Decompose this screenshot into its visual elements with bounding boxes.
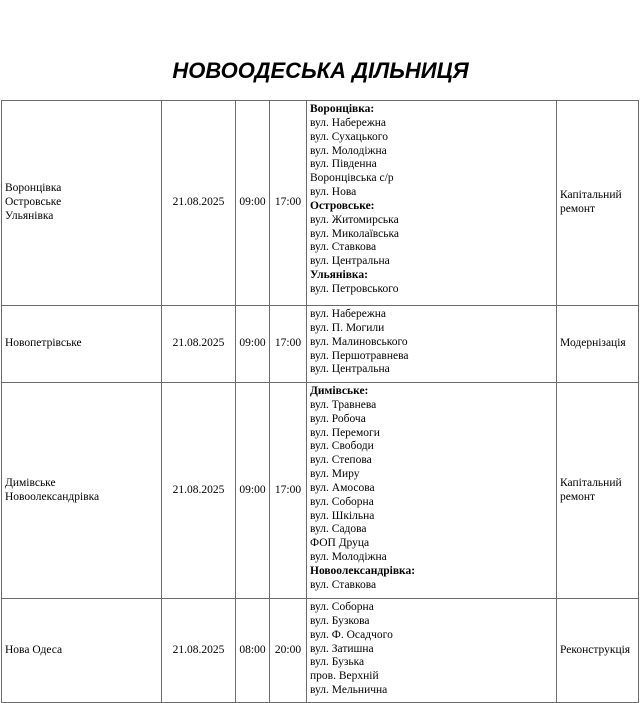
page-title: НОВООДЕСЬКА ДІЛЬНИЦЯ: [172, 58, 469, 83]
end-time-cell: 17:00: [270, 383, 307, 599]
street-name: вул. Соборна: [310, 495, 374, 508]
work-type-text: ремонт: [560, 203, 596, 215]
work-type-text: Капітальний: [560, 476, 622, 489]
street-name: вул. Першотравнева: [310, 349, 409, 362]
outage-schedule-table: [1, 100, 639, 703]
street-name: пров. Верхній: [310, 670, 379, 683]
street-name: вул. Ставкова: [310, 578, 377, 591]
table-row: [2, 599, 639, 703]
street-name: вул. Ф. Осадчого: [310, 628, 393, 641]
street-name: вул. Нова: [310, 186, 357, 199]
street-name: вул. Ставкова: [310, 241, 377, 254]
work-type-cell: [557, 599, 639, 703]
settlement-name: Димівське: [5, 476, 56, 489]
street-name: вул. Шкільна: [310, 509, 375, 522]
settlements-cell: [2, 599, 162, 703]
street-name: вул. Бузкова: [310, 614, 370, 627]
street-name: вул. Степова: [310, 454, 372, 467]
settlement-name: Островське: [5, 196, 62, 209]
street-name: вул. Набережна: [310, 308, 387, 320]
street-name: вул. Амосова: [310, 481, 375, 494]
street-name: вул. Свободи: [310, 440, 374, 453]
streets-cell: [307, 599, 557, 703]
street-name: вул. Молодіжна: [310, 144, 387, 157]
work-type-text: Модернізація: [560, 337, 626, 350]
work-type-text: Реконструкція: [560, 643, 631, 656]
street-name: вул. Петровського: [310, 282, 399, 295]
street-name: вул. Садова: [310, 523, 367, 536]
street-name: вул. Соборна: [310, 601, 374, 613]
work-type-text: ремонт: [560, 490, 596, 503]
date-cell: 21.08.2025: [162, 383, 236, 599]
settlements-cell: [2, 306, 162, 383]
street-name: вул. Малиновського: [310, 335, 408, 348]
street-name: вул. Миколаївська: [310, 227, 400, 240]
street-name: вул. Робоча: [310, 412, 366, 425]
settlements-cell: [2, 383, 162, 599]
table-row: [2, 383, 639, 599]
settlement-heading: Новоолександрівка:: [310, 564, 416, 577]
streets-cell: [307, 101, 557, 306]
street-name: вул. Затишна: [310, 642, 374, 655]
street-name: вул. Центральна: [310, 363, 390, 376]
settlement-name: Воронцівка: [5, 182, 62, 195]
date-cell: 21.08.2025: [162, 306, 236, 383]
settlement-heading: Ульянівка:: [310, 269, 368, 282]
street-name: Воронцівська с/р: [310, 172, 394, 185]
settlement-heading: Островське:: [310, 199, 375, 212]
street-name: вул. П. Могили: [310, 321, 385, 334]
settlement-name: Новопетрівське: [5, 337, 82, 350]
street-name: ФОП Друца: [310, 537, 370, 550]
settlement-heading: Димівське:: [310, 385, 369, 397]
street-name: вул. Набережна: [310, 116, 387, 129]
settlement-name: Нова Одеса: [5, 643, 63, 656]
street-name: вул. Центральна: [310, 255, 390, 268]
end-time-cell: 17:00: [270, 306, 307, 383]
start-time-cell: 09:00: [236, 101, 270, 306]
start-time-cell: 08:00: [236, 599, 270, 703]
street-name: вул. Житомирська: [310, 213, 399, 226]
street-name: вул. Миру: [310, 468, 360, 481]
streets-cell: [307, 383, 557, 599]
street-name: вул. Сухацького: [310, 130, 388, 143]
work-type-text: Капітальний: [560, 189, 622, 202]
street-name: вул. Перемоги: [310, 426, 380, 439]
street-name: вул. Молодіжна: [310, 551, 387, 564]
street-name: вул. Бузька: [310, 656, 365, 669]
settlements-cell: [2, 101, 162, 306]
street-name: вул. Травнева: [310, 398, 377, 411]
end-time-cell: 17:00: [270, 101, 307, 306]
date-cell: 21.08.2025: [162, 599, 236, 703]
work-type-cell: [557, 383, 639, 599]
start-time-cell: 09:00: [236, 306, 270, 383]
streets-cell: [307, 306, 557, 383]
work-type-cell: [557, 101, 639, 306]
street-name: вул. Південна: [310, 158, 377, 171]
table-row: [2, 306, 639, 383]
settlement-heading: Воронцівка:: [310, 103, 375, 115]
street-name: вул. Мельнична: [310, 684, 388, 697]
date-cell: 21.08.2025: [162, 101, 236, 306]
start-time-cell: 09:00: [236, 383, 270, 599]
work-type-cell: [557, 306, 639, 383]
settlement-name: Ульянівка: [5, 209, 54, 222]
table-row: [2, 101, 639, 306]
settlement-name: Новоолександрівка: [5, 490, 100, 503]
end-time-cell: 20:00: [270, 599, 307, 703]
